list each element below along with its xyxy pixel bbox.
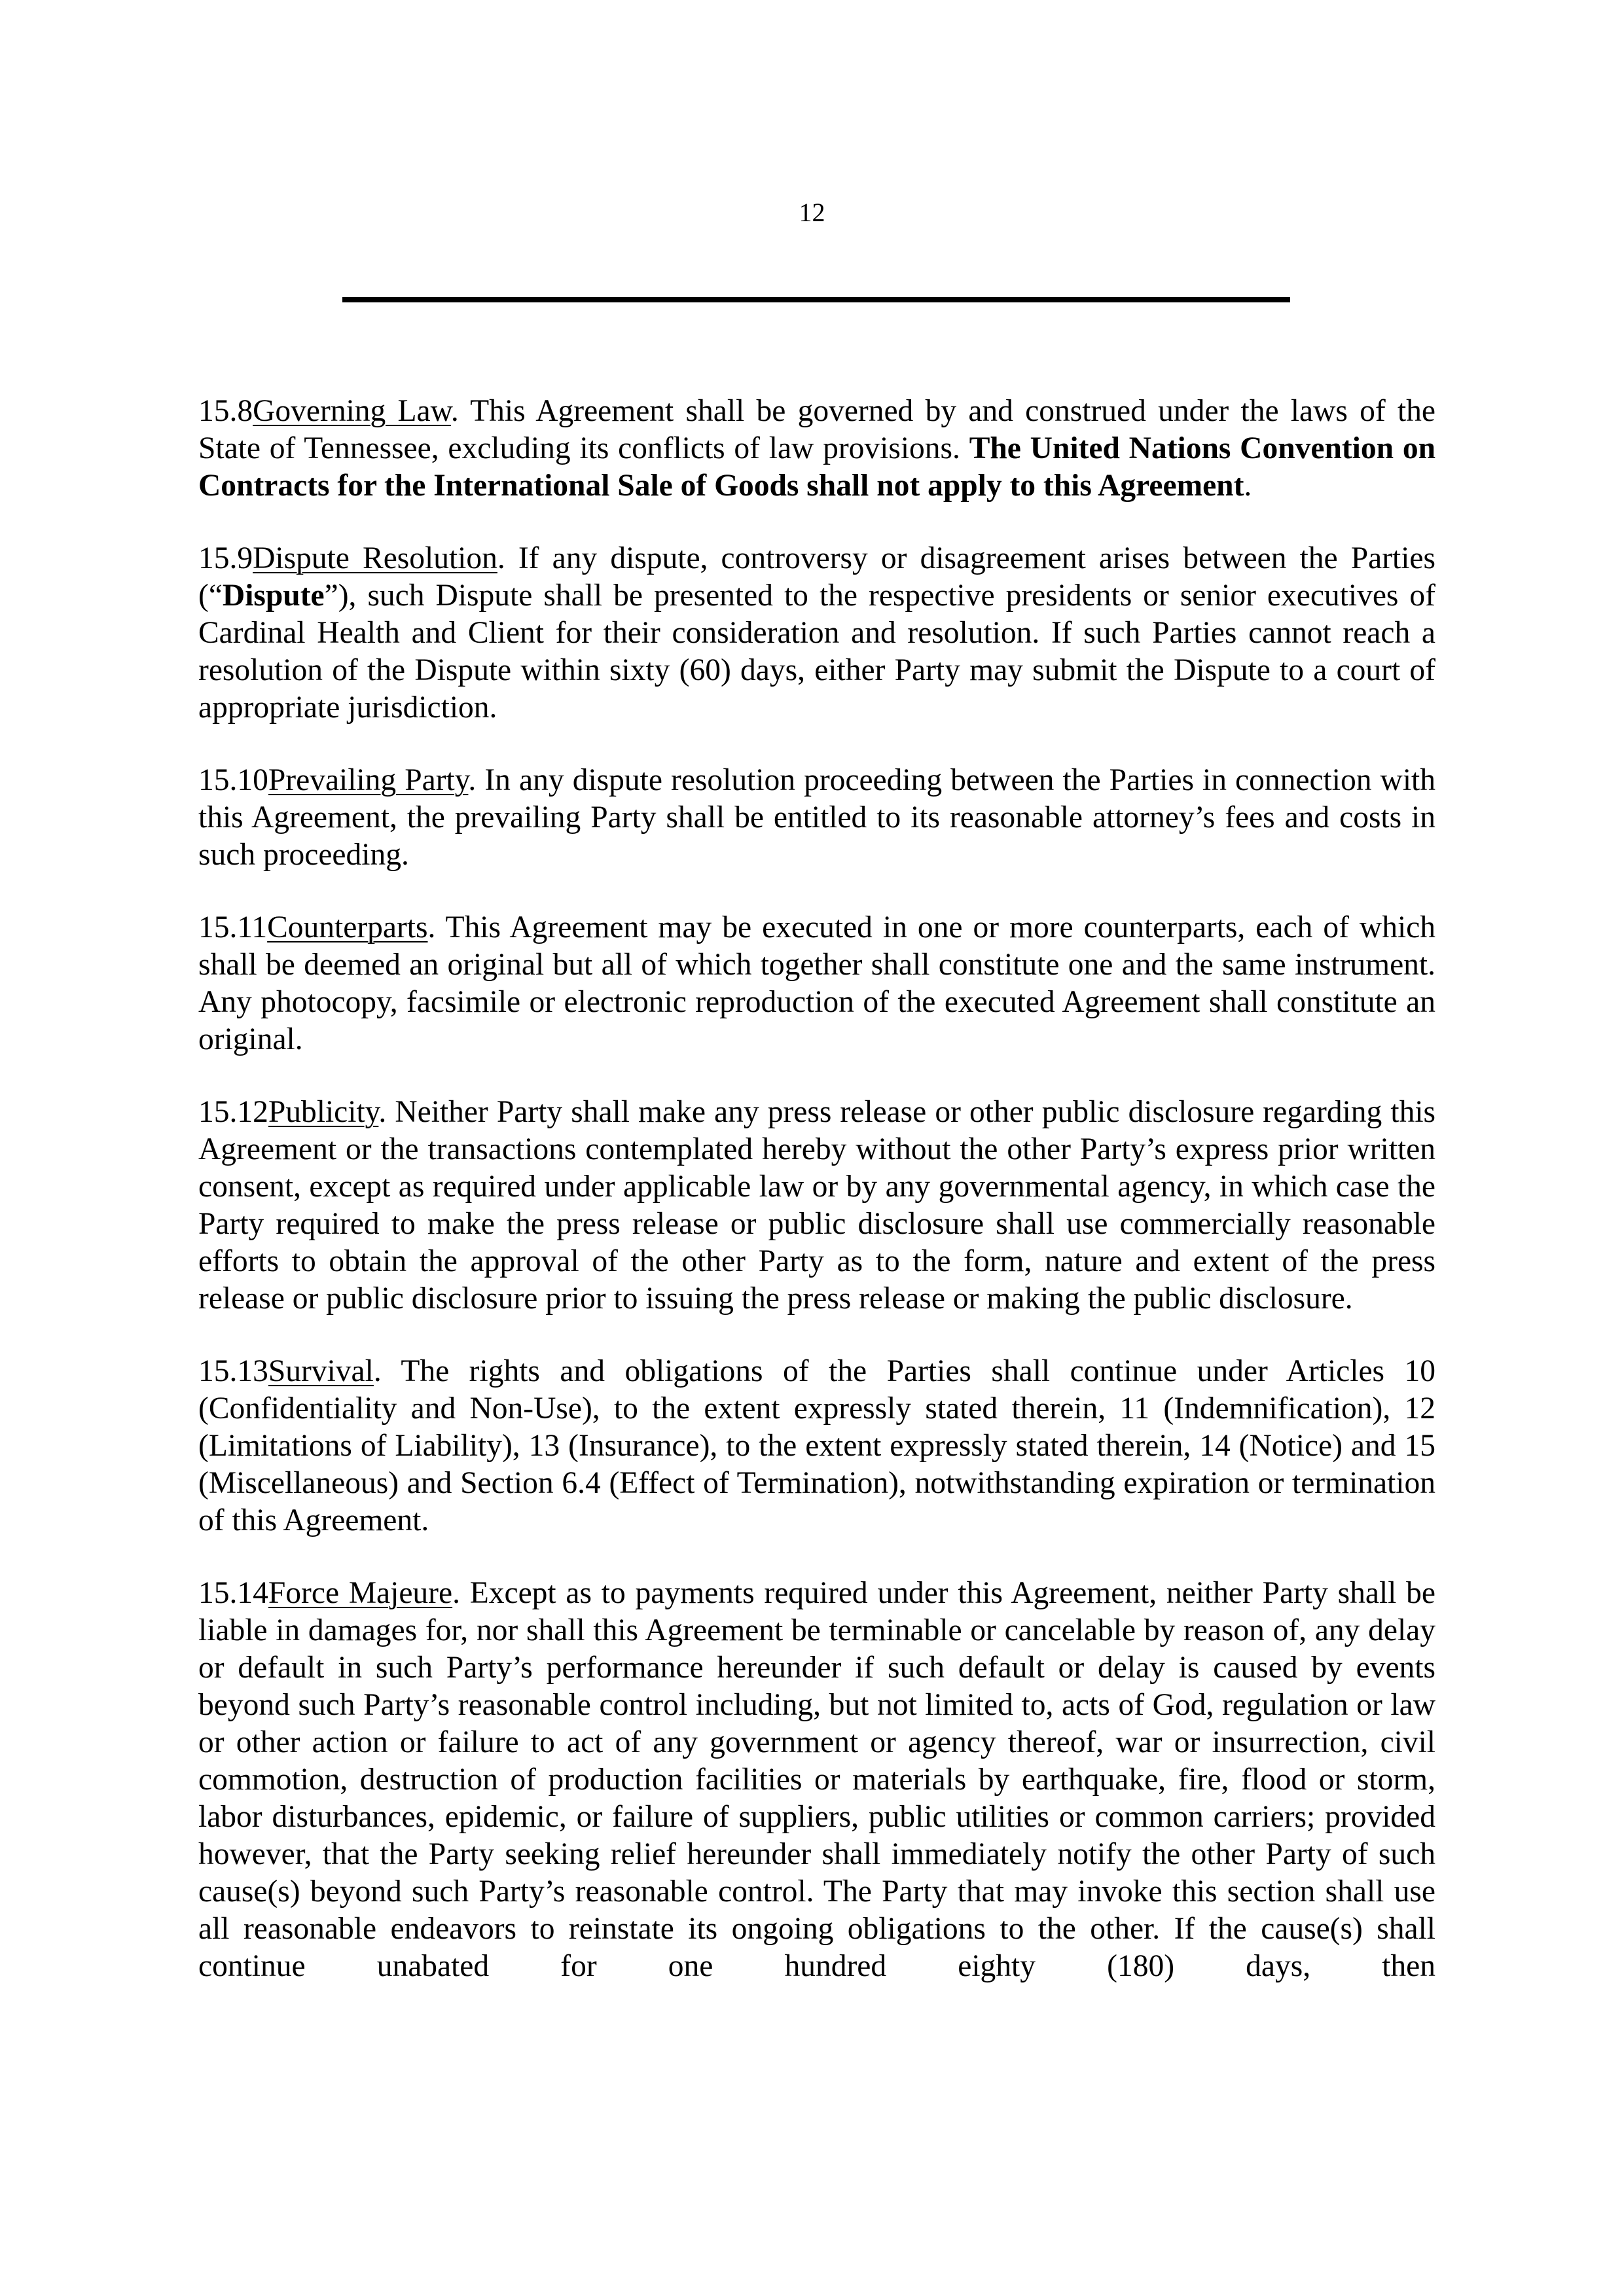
section-text: ”), such Dispute shall be presented to the respective presidents or senior executives of Cardinal Health and Client for their consideration and resolution. If such Parties cannot reach a resolution of the Dispute within sixty (60) days, either Party may submit the Dispute to a court of appropriate jurisdiction. [198, 579, 1435, 725]
section-bold-text: The United Nations Convention on Contracts for the International Sale of Goods shall not apply to this Agreement [198, 431, 1435, 503]
section-text: . In any dispute resolution proceeding between the Parties in connection with this Agreement, the prevailing Party shall be entitled to its reasonable attorney’s fees and costs in such proceeding. [198, 763, 1435, 872]
section-15-10-prevailing-party [198, 762, 1435, 874]
section-number: 15.12 [198, 1095, 268, 1129]
section-15-11-counterparts [198, 909, 1435, 1058]
page-number: 12 [799, 198, 825, 227]
section-number: 15.11 [198, 910, 268, 944]
section-heading: Publicity [268, 1095, 379, 1129]
header-rule [342, 297, 1290, 302]
section-15-12-publicity [198, 1094, 1435, 1318]
section-15-14-force-majeure [198, 1575, 1435, 1985]
section-15-9-dispute-resolution [198, 540, 1435, 726]
section-number: 15.13 [198, 1354, 268, 1388]
section-heading: Counterparts [267, 910, 428, 944]
section-heading: Survival [268, 1354, 374, 1388]
section-number: 15.8 [198, 394, 253, 428]
section-15-8-governing-law [198, 393, 1435, 505]
section-text: . This Agreement shall be governed by and construed under the laws of the State of Tennessee, excluding its conflicts of law provisions. [198, 394, 1435, 465]
section-text: . Except as to payments required under this Agreement, neither Party shall be liable in damages for, nor shall this Agreement be terminable or cancelable by reason of, any delay or default in such Party’s performance hereunder if such default or delay is caused by events beyond such Party’s reasonable control including, but not limited to, acts of God, regulation or law or other action or failure to act of any government or agency thereof, war or insurrection, civil commotion, destruction of production facilities or materials by earthquake, fire, flood or storm, labor disturbances, epidemic, or failure of suppliers, public utilities or common carriers; provided however, that the Party seeking relief hereunder shall immediately notify the other Party of such cause(s) beyond such Party’s reasonable control. The Party that may invoke this section shall use all reasonable endeavors to reinstate its ongoing obligations to the other. If the cause(s) shall continue unabated for one hundred eighty (180) days, then [198, 1576, 1435, 1983]
section-text: . The rights and obligations of the Parties shall continue under Articles 10 (Confidentiality and Non-Use), to the extent expressly stated therein, 11 (Indemnification), 12 (Limitations of Liability), 13 (Insurance), to the extent expressly stated therein, 14 (Notice) and 15 (Miscellaneous) and Section 6.4 (Effect of Termination), notwithstanding expiration or termination of this Agreement. [198, 1354, 1435, 1537]
section-text: . Neither Party shall make any press release or other public disclosure regarding this Agreement or the transactions contemplated hereby without the other Party’s express prior written consent, except as required under applicable law or by any governmental agency, in which case the Party required to make the press release or public disclosure shall use commercially reasonable efforts to obtain the approval of the other Party as to the form, nature and extent of the press release or public disclosure prior to issuing the press release or making the public disclosure. [198, 1095, 1435, 1316]
section-number: 15.14 [198, 1576, 268, 1610]
section-number: 15.9 [198, 541, 253, 575]
section-number: 15.10 [198, 763, 268, 797]
section-text: . This Agreement may be executed in one or more counterparts, each of which shall be deemed an original but all of which together shall constitute one and the same instrument. Any photocopy, facsimile or electronic reproduction of the executed Agreement shall constitute an original. [198, 910, 1435, 1056]
section-heading: Dispute Resolution [253, 541, 497, 575]
document-body [198, 393, 1435, 2020]
section-heading: Governing Law [253, 394, 451, 428]
section-15-13-survival [198, 1353, 1435, 1539]
section-heading: Prevailing Party [268, 763, 469, 797]
section-heading: Force Majeure [268, 1576, 453, 1610]
section-text: . [1244, 469, 1252, 503]
section-text: . If any dispute, controversy or disagreement arises between the Parties (“ [198, 541, 1435, 613]
defined-term: Dispute [222, 579, 325, 613]
